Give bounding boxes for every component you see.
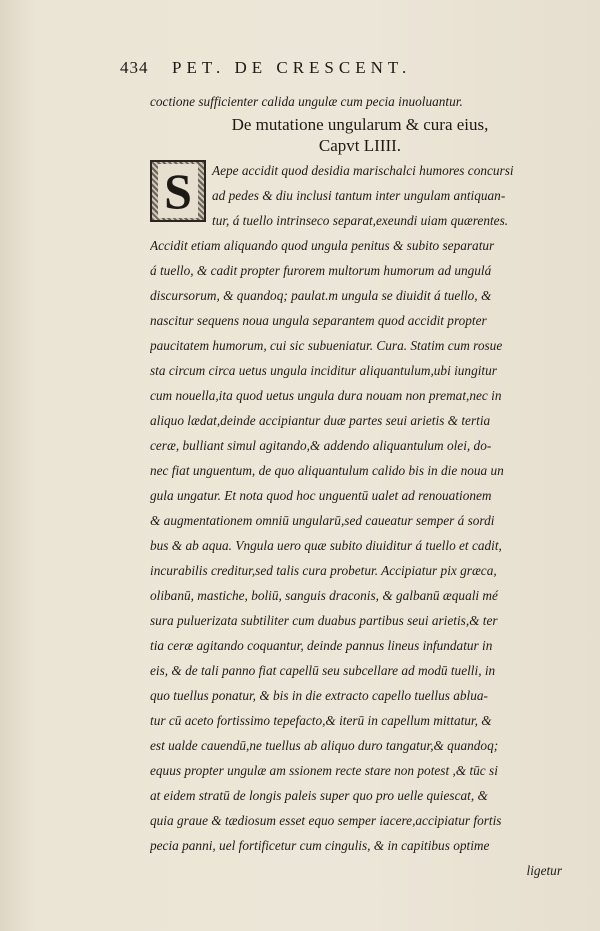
text-line: bus & ab aqua. Vngula uero quæ subito diuiditur á tuello et cadit, — [150, 538, 502, 553]
chapter-number: Capvt LIIII. — [318, 136, 402, 155]
initial-letter: S — [158, 164, 198, 218]
decorated-initial — [150, 160, 206, 222]
text-line: ceræ, bulliant simul agitando,& addendo aliquantulum olei, do- — [150, 438, 492, 453]
text-line: á tuello, & cadit propter furorem multorum humorum ad ungulá — [150, 263, 492, 278]
text-line: paucitatem humorum, cui sic subueniatur. Cura. Statim cum rosue — [150, 338, 503, 353]
page-number: 434 — [120, 58, 149, 77]
page-header — [120, 58, 520, 82]
text-line: nascitur sequens noua ungula separantem quod accidit propter — [150, 313, 487, 328]
text-line: olibanū, mastiche, boliū, sanguis draconis, & galbanū æquali mé — [150, 588, 498, 603]
text-line: eis, & de tali panno fiat capellū seu subcellare ad modū tuelli, in — [150, 663, 496, 678]
chapter-opening — [150, 158, 570, 233]
text-line: cum nouella,ita quod uetus ungula dura nouam non premat,nec in — [150, 388, 502, 403]
text-line: at eidem stratū de longis paleis super quo pro uelle quiescat, & — [150, 788, 488, 803]
text-block — [150, 89, 570, 883]
text-line: aliquo lædat,deinde accipiantur duæ partes seui arietis & tertia — [150, 413, 491, 428]
text-line: sta circum circa uetus ungula inciditur aliquantulum,ubi iungitur — [150, 363, 497, 378]
text-line: & augmentationem omniū ungularū,sed caueatur semper á sordi — [150, 513, 495, 528]
text-line: Accidit etiam aliquando quod ungula penitus & subito separatur — [150, 238, 495, 253]
text-line: est ualde cauendū,ne tuellus ab aliquo duro tangatur,& quandoq; — [150, 738, 499, 753]
text-line: nec fiat unguentum, de quo aliquantulum calido bis in die noua un — [150, 463, 504, 478]
text-line: quia graue & tædiosum esset equo semper iacere,accipiatur fortis — [150, 813, 502, 828]
text-line: equus propter ungulæ am ssionem recte stare non potest ,& tūc si — [150, 763, 498, 778]
text-line: discursorum, & quandoq; paulat.m ungula se diuidit á tuello, & — [150, 288, 492, 303]
chapter-title: De mutatione ungularum & cura eius, — [231, 115, 489, 134]
running-title: PET. DE CRESCENT. — [172, 58, 412, 77]
text-line: sura puluerizata subtiliter cum duabus partibus seui arietis,& ter — [150, 613, 498, 628]
continuation-line: coctione sufficienter calida ungulæ cum pecia inuoluantur. — [150, 94, 463, 109]
text-line: tia ceræ agitando coquantur, deinde pannus lineus infundatur in — [150, 638, 493, 653]
text-line: tur, á tuello intrinseco separat,exeundi uiam quærentes. — [212, 213, 509, 228]
text-line: tur cū aceto fortissimo tepefacto,& iterū in capellum mittatur, & — [150, 713, 492, 728]
catchword: ligetur — [526, 863, 562, 878]
text-line: quo tuellus ponatur, & bis in die extracto capello tuellus ablua- — [150, 688, 488, 703]
text-line: gula ungatur. Et nota quod hoc unguentū ualet ad renouationem — [150, 488, 492, 503]
text-line: ad pedes & diu inclusi tantum inter ungulam antiquan- — [212, 188, 506, 203]
text-line: incurabilis creditur,sed talis cura probetur. Accipiatur pix græca, — [150, 563, 497, 578]
text-line: pecia panni, uel fortificetur cum cingulis, & in capitibus optime — [150, 838, 490, 853]
text-line: Aepe accidit quod desidia marischalci humores concursi — [212, 163, 514, 178]
